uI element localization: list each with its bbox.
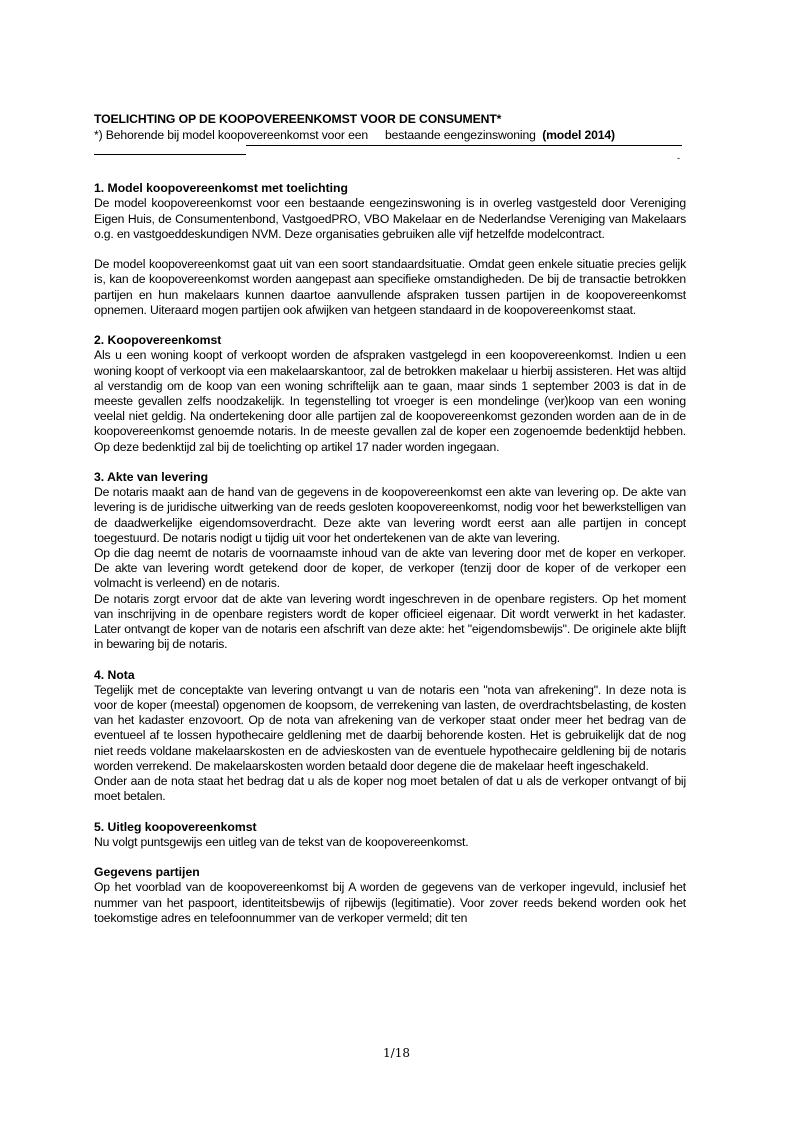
- section-paragraph: Tegelijk met de conceptakte van levering ontvangt u van de notaris een "nota van afrekening". In deze nota is voor de koper (meestal) opgenomen de koopsom, de verrekening van lasten, de overdrachtsbelasting, de kosten van het kadaster enzovoort. Op de nota van afrekening van de verkoper staat onder meer het bedrag van de eventueel af te lossen hypothecaire geldlening met de daarbij behorende kosten. Het is gebruikelijk dat de nog niet reeds voldane makelaarskosten en de advieskosten van de eventuele hypothecaire geldlening bij de notaris worden verrekend. De makelaarskosten worden betaald door degene die de makelaar heeft ingeschakeld.: [94, 682, 686, 773]
- section-uitleg-koopovereenkomst: [94, 820, 686, 850]
- header-line-rule: [246, 145, 682, 146]
- section-paragraph: Op die dag neemt de notaris de voornaamste inhoud van de akte van levering door met de koper en verkoper. De akte van levering wordt getekend door de koper, de verkoper (tenzij door de koper of de verkoper een volmacht is verleend) en de notaris.: [94, 546, 686, 591]
- section-heading: 3. Akte van levering: [94, 470, 209, 484]
- section-paragraph: Onder aan de nota staat het bedrag dat u als de koper nog moet betalen of dat u als de verkoper ontvangt of bij moet betalen.: [94, 774, 686, 804]
- section-model-koopovereenkomst: [94, 181, 686, 318]
- section-paragraph: Als u een woning koopt of verkoopt worden de afspraken vastgelegd in een koopovereenkomst. Indien u een woning koopt of verkoopt via een makelaarskantoor, zal de betrokken makelaar u hierbij assisteren. Het was altijd al verstandig om de koop van een woning schriftelijk aan te gaan, maar sinds 1 september 2003 is dat in de meeste gevallen zelfs noodzakelijk. In tegenstelling tot vroeger is een mondelinge (ver)koop van een woning veelal niet geldig. Na ondertekening door alle partijen zal de koopovereenkomst gezonden worden aan de in de koopovereenkomst genoemde notaris. In de meeste gevallen zal de koper een zogenoemde bedenktijd hebben. Op deze bedenktijd zal bij de toelichting op artikel 17 nader worden ingegaan.: [94, 348, 686, 454]
- subtitle-prefix: *) Behorende bij model koopovereenkomst voor een: [94, 127, 368, 142]
- section-heading: 5. Uitleg koopovereenkomst: [94, 819, 257, 834]
- header-rule-end: -: [677, 153, 680, 163]
- document-page: [94, 112, 686, 926]
- section-koopovereenkomst: [94, 333, 686, 455]
- section-heading: 2. Koopovereenkomst: [94, 333, 222, 348]
- section-paragraph: De notaris zorgt ervoor dat de akte van levering wordt ingeschreven in de openbare registers. Op het moment van inschrijving in de openbare registers wordt de koper officieel eigenaar. Dit wordt verwerkt in het kadaster. Later ontvangt de koper van de notaris een afschrift van deze akte: het "eigendomsbewijs". De originele akte blijft in bewaring bij de notaris.: [94, 591, 686, 652]
- header-underscore-rule: [94, 154, 246, 155]
- section-akte-van-levering: [94, 470, 686, 652]
- section-nota: [94, 668, 686, 805]
- section-paragraph: Nu volgt puntsgewijs een uitleg van de tekst van de koopovereenkomst.: [94, 834, 469, 849]
- header-rule: [94, 143, 686, 163]
- document-title: TOELICHTING OP DE KOOPOVEREENKOMST VOOR DE CONSUMENT*: [94, 112, 502, 126]
- document-subtitle: [94, 128, 686, 144]
- subtitle-model: (model 2014): [542, 127, 615, 142]
- page-number: 1/18: [383, 1046, 410, 1060]
- section-paragraph: De model koopovereenkomst voor een bestaande eengezinswoning is in overleg vastgesteld door Vereniging Eigen Huis, de Consumentenbond, VastgoedPRO, VBO Makelaar en de Nederlandse Vereniging van Makelaars o.g. en vastgoeddeskundigen NVM. Deze organisaties gebruiken alle vijf hetzelfde modelcontract.: [94, 196, 686, 241]
- section-paragraph: De notaris maakt aan de hand van de gegevens in de koopovereenkomst een akte van levering op. De akte van levering is de juridische uitwerking van de reeds gesloten koopovereenkomst, nodig voor het bewerkstelligen van de daadwerkelijke eigendomsoverdracht. Deze akte van levering wordt eerst aan alle partijen in concept toegestuurd. De notaris nodigt u tijdig uit voor het ondertekenen van de akte van levering.: [94, 485, 686, 545]
- section-heading: 4. Nota: [94, 667, 135, 682]
- section-heading: Gegevens partijen: [94, 865, 200, 880]
- section-paragraph: Op het voorblad van de koopovereenkomst bij A worden de gegevens van de verkoper ingevuld, inclusief het nummer van het paspoort, identiteitsbewijs of rijbewijs (legitimatie). Voor zover reeds bekend worden ook het toekomstige adres en telefoonnummer van de verkoper vermeld; dit ten: [94, 880, 686, 925]
- section-heading: 1. Model koopovereenkomst met toelichting: [94, 181, 348, 196]
- subtitle-housing-type: bestaande eengezinswoning: [384, 127, 536, 142]
- section-gegevens-partijen: [94, 865, 686, 926]
- section-paragraph: De model koopovereenkomst gaat uit van een soort standaardsituatie. Omdat geen enkele situatie precies gelijk is, kan de koopovereenkomst worden aangepast aan specifieke omstandigheden. De bij de transactie betrokken partijen en hun makelaars kunnen daartoe aanvullende afspraken tussen partijen in de koopovereenkomst opnemen. Uiteraard mogen partijen ook afwijken van hetgeen standaard in de koopovereenkomst staat.: [94, 257, 686, 317]
